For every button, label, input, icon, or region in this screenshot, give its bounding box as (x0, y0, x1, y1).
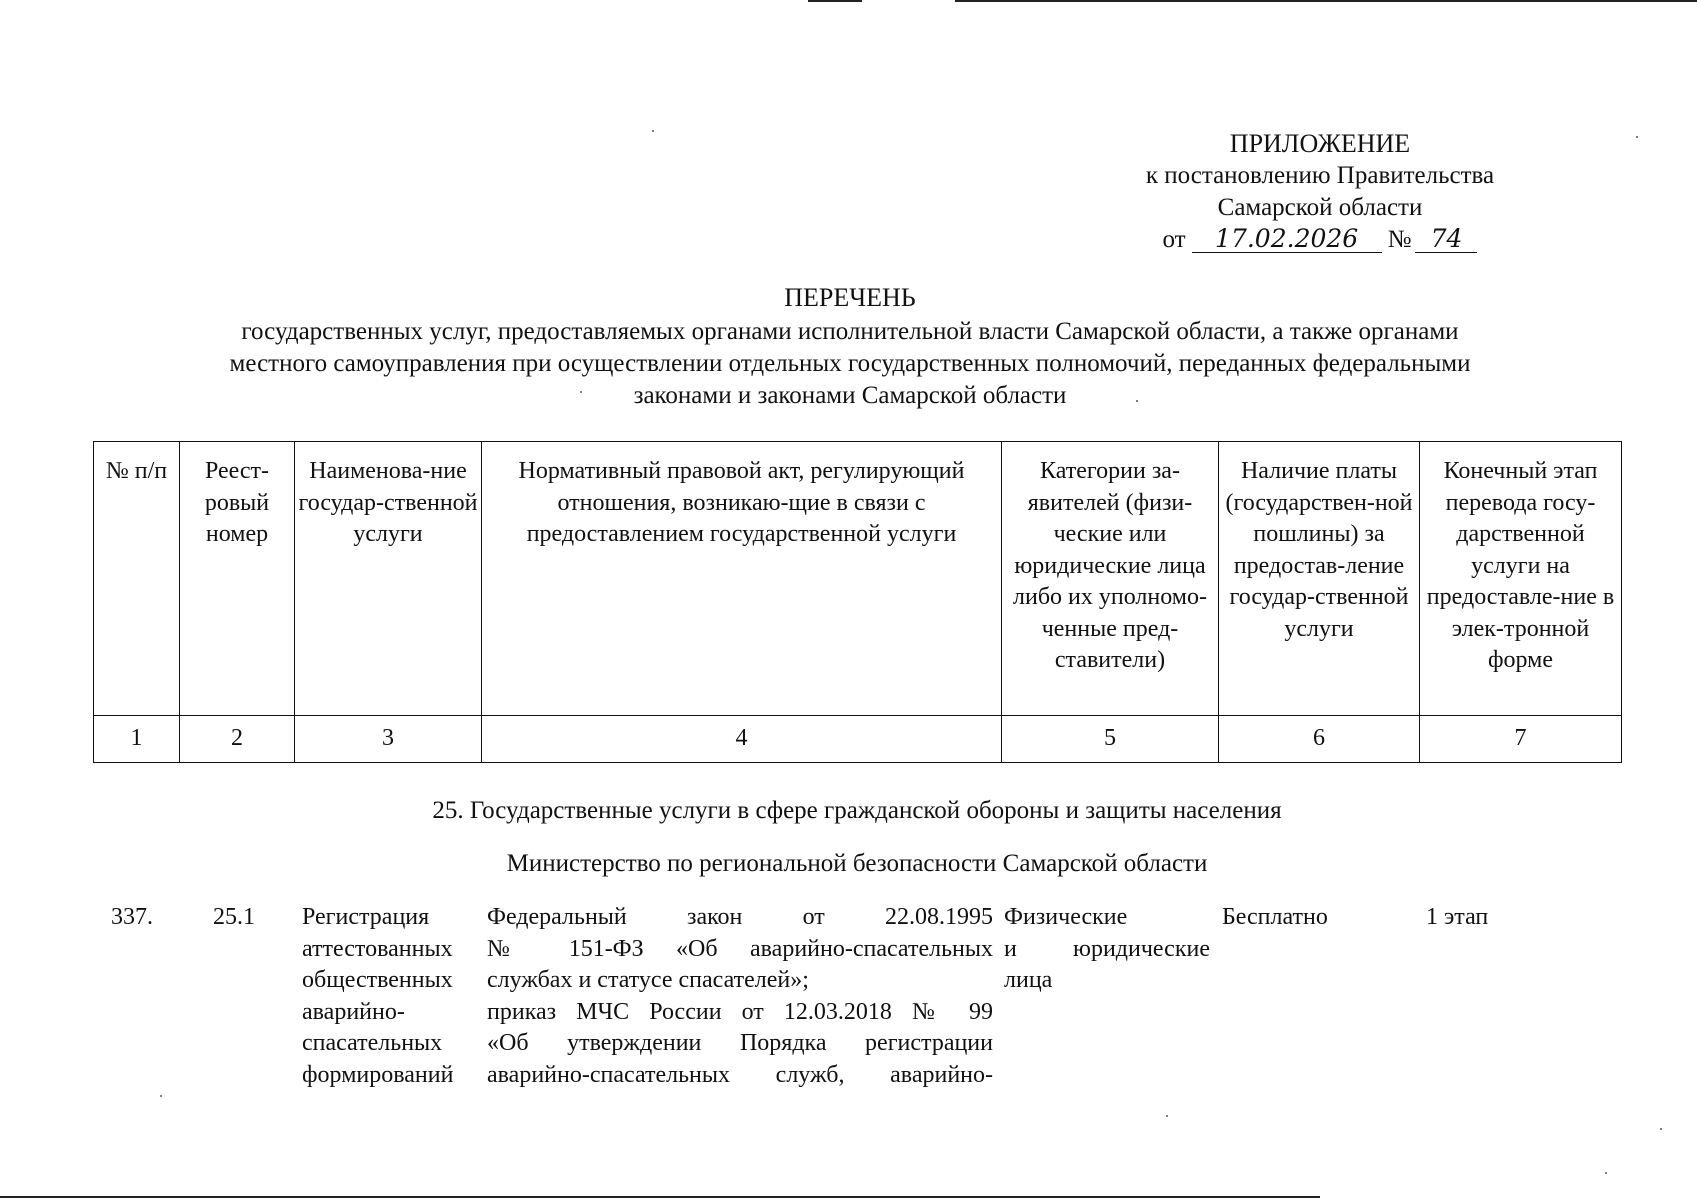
act-line: № 151-ФЗ «Об аварийно-спасательных (487, 935, 993, 962)
column-number: 3 (295, 716, 482, 763)
scan-top-line-short (808, 0, 862, 2)
header-service-name: Наименова-ние государ-ственной услуги (295, 442, 482, 716)
header-row (94, 442, 1622, 716)
header-number: № п/п (94, 442, 180, 716)
column-numbers-row (94, 716, 1622, 763)
scan-speck (160, 1095, 162, 1097)
date-prefix: от (1162, 226, 1186, 253)
service-line: спасательных (302, 1030, 443, 1056)
title-line-2: местного самоуправления при осуществлении отдельных государственных полномочий, переданных федеральными (229, 350, 1471, 377)
appendix-heading: ПРИЛОЖЕНИЕ (1229, 129, 1411, 158)
document-title (120, 282, 1580, 412)
column-number: 7 (1420, 716, 1622, 763)
applicant-line: Физические (1004, 904, 1128, 930)
scan-speck (1166, 1115, 1168, 1117)
column-number: 4 (482, 716, 1002, 763)
services-table-header (93, 441, 1622, 763)
scan-speck (1605, 1172, 1607, 1174)
service-line: формирований (302, 1061, 454, 1088)
row-fee: Бесплатно (1222, 904, 1328, 930)
act-line: аварийно-спасательных служб, аварийно- (487, 1061, 993, 1088)
applicant-line: лица (1004, 967, 1053, 993)
act-line: приказ МЧС России от 12.03.2018 № 99 (487, 998, 993, 1025)
column-number: 6 (1219, 716, 1420, 763)
scan-speck (652, 130, 654, 132)
title-heading: ПЕРЕЧЕНЬ (784, 283, 916, 312)
handwritten-date: 17.02.2026 (1192, 226, 1382, 253)
appendix-date-line (1100, 224, 1540, 256)
row-number: 337. (111, 904, 153, 930)
service-line: Регистрация (302, 904, 430, 930)
row-applicants (1004, 902, 1210, 997)
scan-speck (1660, 1128, 1662, 1130)
service-line: аварийно- (302, 998, 405, 1025)
section-title: 25. Государственные услуги в сфере гражданской обороны и защиты населения (432, 797, 1282, 824)
header-fee: Наличие платы (государствен-ной пошлины) за предостав-ление государ-ственной услуги (1219, 442, 1420, 716)
appendix-line-1: к постановлению Правительства (1145, 162, 1495, 189)
column-number: 1 (94, 716, 180, 763)
handwritten-number: 74 (1415, 226, 1477, 253)
scan-bottom-line (0, 1196, 1320, 1198)
appendix-header (1100, 128, 1540, 256)
title-line-3: законами и законами Самарской области (633, 382, 1067, 409)
applicant-line: и юридические (1004, 935, 1210, 962)
scan-speck (1636, 136, 1638, 138)
title-line-1: государственных услуг, предоставляемых органами исполнительной власти Самарской области, а также органами (241, 318, 1459, 345)
scan-top-line-long (955, 0, 1697, 2)
column-number: 2 (180, 716, 295, 763)
row-registry-number: 25.1 (213, 904, 255, 930)
number-prefix: № (1387, 226, 1412, 253)
act-line: «Об утверждении Порядка регистрации (487, 1030, 993, 1056)
row-legal-act (487, 902, 993, 1091)
header-applicants: Категории за-явителей (физи-ческие или юридические лица либо их уполномо-ченные пред-ставители) (1002, 442, 1219, 716)
header-legal-act: Нормативный правовой акт, регулирующий отношения, возникаю-щие в связи с предоставлением государственной услуги (482, 442, 1002, 716)
header-registry: Реест-ровый номер (180, 442, 295, 716)
act-line: службах и статусе спасателей»; (487, 967, 809, 993)
row-service-name (302, 902, 472, 1091)
ministry-title: Министерство по региональной безопасности Самарской области (506, 850, 1208, 877)
appendix-line-2: Самарской области (1217, 194, 1423, 221)
service-line: общественных (302, 967, 453, 993)
act-line: Федеральный закон от 22.08.1995 (487, 904, 993, 930)
service-line: аттестованных (302, 935, 453, 962)
row-electronic-stage: 1 этап (1426, 904, 1489, 930)
header-electronic-stage: Конечный этап перевода госу-дарственной услуги на предоставле-ние в элек-тронной форме (1420, 442, 1622, 716)
column-number: 5 (1002, 716, 1219, 763)
